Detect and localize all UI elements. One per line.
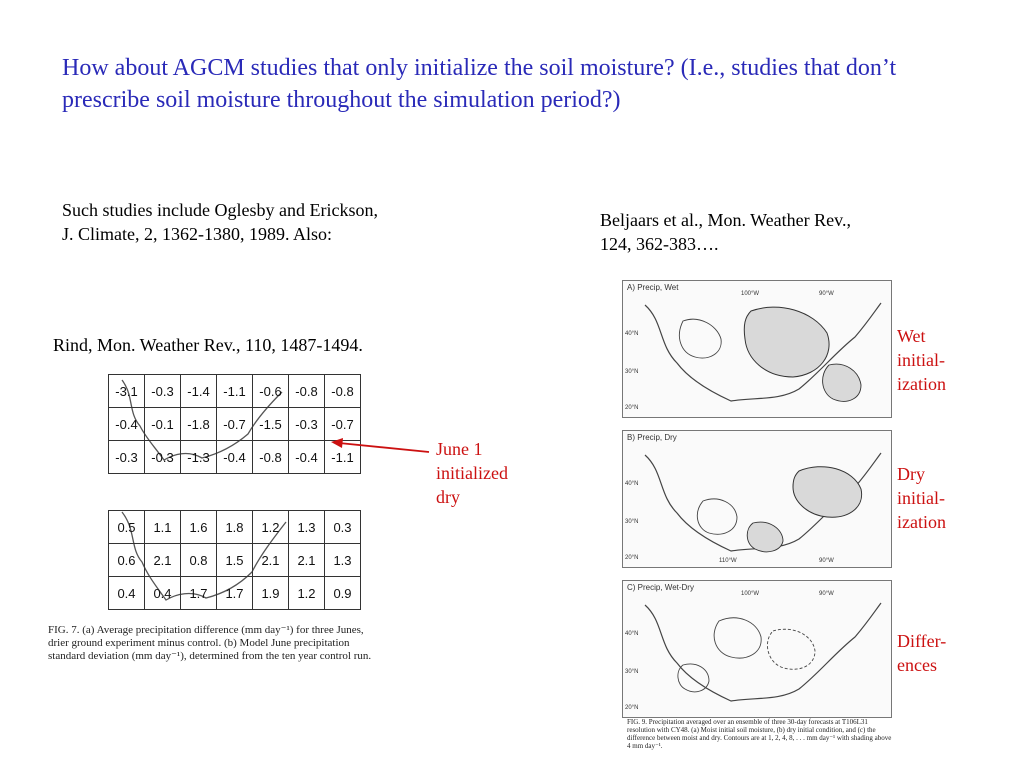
differences-label [897, 629, 946, 677]
oglesby-reference [62, 198, 378, 246]
grid-cell: 0.9 [325, 577, 361, 610]
map-panel-wet [622, 280, 892, 418]
grid-cell: 1.3 [325, 544, 361, 577]
june-annotation [436, 437, 508, 509]
grid-cell: -1.4 [181, 375, 217, 408]
red-arrow [325, 432, 435, 460]
tick-left-20n-dry: 20°N [625, 555, 639, 561]
june-line-3: dry [436, 487, 460, 507]
wet-label-line-2: initial- [897, 350, 945, 370]
grid-cell: 0.3 [325, 511, 361, 544]
grid-cell: 0.5 [109, 511, 145, 544]
grid-cell: -1.8 [181, 408, 217, 441]
dry-precip-map [623, 431, 891, 567]
panel-label-diff: C) Precip, Wet-Dry [627, 583, 694, 592]
grid-cell: 2.1 [145, 544, 181, 577]
panel-label-wet: A) Precip, Wet [627, 283, 679, 292]
tick-top-100w-diff: 100°W [741, 591, 760, 597]
grid-cell: 1.5 [217, 544, 253, 577]
grid-cell: 2.1 [289, 544, 325, 577]
rind-reference: Rind, Mon. Weather Rev., 110, 1487-1494. [53, 335, 363, 355]
grid-cell: 2.1 [253, 544, 289, 577]
wet-shaded-area [744, 307, 829, 377]
diff-contour-1 [714, 618, 761, 658]
arrow-shaft [339, 443, 429, 452]
grid-cell: -0.4 [109, 408, 145, 441]
wet-contour-1 [679, 319, 721, 358]
oglesby-line-2: J. Climate, 2, 1362-1380, 1989. Also: [62, 224, 332, 244]
grid-cell: -3.1 [109, 375, 145, 408]
beljaars-line-2: 124, 362-383…. [600, 234, 719, 254]
grid-cell: 1.7 [217, 577, 253, 610]
tick-top-90w-diff: 90°W [819, 591, 834, 597]
diff-label-line-2: ences [897, 655, 937, 675]
dry-contour-2 [747, 522, 783, 552]
grid-cell: -0.4 [217, 441, 253, 474]
grid-cell: -1.5 [253, 408, 289, 441]
grid-row [109, 544, 361, 577]
grid-cell: 1.3 [289, 511, 325, 544]
diff-label-line-1: Differ- [897, 631, 947, 651]
beljaars-reference [600, 208, 851, 256]
grid-cell: 1.8 [217, 511, 253, 544]
grid-cell: -0.8 [253, 441, 289, 474]
tick-left-30n-diff: 30°N [625, 669, 639, 675]
tick-left-20n-diff: 20°N [625, 705, 639, 711]
grid-cell: 0.6 [109, 544, 145, 577]
tick-left-40n-dry: 40°N [625, 481, 639, 487]
june-line-2: initialized [436, 463, 508, 483]
grid-cell: -0.3 [109, 441, 145, 474]
dry-shaded-area [793, 467, 862, 518]
panel-label-dry: B) Precip, Dry [627, 433, 677, 442]
grid-cell: 0.4 [109, 577, 145, 610]
wet-initialization-label [897, 324, 946, 396]
grid-cell: 1.1 [145, 511, 181, 544]
rind-figure-caption: FIG. 7. (a) Average precipitation difference (mm day⁻¹) for three Junes, drier ground experiment minus control. (b) Model June precipitation standard deviation (mm day⁻¹), determined from the ten year control run. [48, 624, 372, 662]
dry-label-line-2: initial- [897, 488, 945, 508]
grid-cell: -0.1 [145, 408, 181, 441]
grid-cell: -0.3 [145, 375, 181, 408]
tick-left-30n: 30°N [625, 369, 639, 375]
wet-label-line-3: ization [897, 374, 946, 394]
grid-cell: -0.3 [145, 441, 181, 474]
wet-label-line-1: Wet [897, 326, 926, 346]
grid-cell: -0.3 [289, 408, 325, 441]
tick-bottom-110w: 110°W [719, 558, 737, 564]
tick-left-20n: 20°N [625, 405, 639, 411]
tick-top-90w: 90°W [819, 291, 834, 297]
arrow-head [331, 438, 343, 448]
dry-label-line-3: ization [897, 512, 946, 532]
map-panel-dry [622, 430, 892, 568]
dry-initialization-label [897, 462, 946, 534]
june-line-1: June 1 [436, 439, 483, 459]
tick-left-30n-dry: 30°N [625, 519, 639, 525]
grid-cell: 1.7 [181, 577, 217, 610]
grid-cell: 0.4 [145, 577, 181, 610]
map-panel-diff [622, 580, 892, 718]
grid-cell: 1.2 [289, 577, 325, 610]
grid-cell: 1.6 [181, 511, 217, 544]
grid-cell: -0.4 [289, 441, 325, 474]
dry-contour-1 [697, 499, 737, 534]
diff-contour-3 [678, 664, 709, 692]
diff-precip-map [623, 581, 891, 717]
grid-cell: -0.8 [325, 375, 361, 408]
tick-left-40n: 40°N [625, 331, 639, 337]
rind-grid-b [108, 510, 361, 610]
grid-row [109, 408, 361, 441]
slide-title: How about AGCM studies that only initialize the soil moisture? (I.e., studies that don’t prescribe soil moisture throughout the simulation period?) [62, 55, 897, 113]
grid-cell: -0.6 [253, 375, 289, 408]
wet-contour-2 [823, 364, 861, 401]
grid-cell: 1.2 [253, 511, 289, 544]
grid-cell: 0.8 [181, 544, 217, 577]
oglesby-line-1: Such studies include Oglesby and Erickson, [62, 200, 378, 220]
wet-precip-map [623, 281, 891, 417]
grid-cell: 1.9 [253, 577, 289, 610]
grid-cell: -0.8 [289, 375, 325, 408]
tick-top-100w: 100°W [741, 291, 760, 297]
beljaars-line-1: Beljaars et al., Mon. Weather Rev., [600, 210, 851, 230]
grid-row [109, 375, 361, 408]
grid-row [109, 577, 361, 610]
grid-cell: -0.7 [325, 408, 361, 441]
beljaars-figure-caption: FIG. 9. Precipitation averaged over an ensemble of three 30-day forecasts at T106L31 resolution with CY48. (a) Moist initial soil moisture, (b) dry initial condition, and (c) the difference between moist and dry. Contours are at 1, 2, 4, 8, . . . mm day⁻¹ with shading above 4 mm day⁻¹. [627, 718, 892, 750]
tick-bottom-90w: 90°W [819, 558, 834, 564]
dry-label-line-1: Dry [897, 464, 925, 484]
grid-row [109, 511, 361, 544]
grid-cell: -0.7 [217, 408, 253, 441]
grid-cell: -1.1 [325, 441, 361, 474]
rind-grid-a [108, 374, 361, 474]
diff-coastline [645, 603, 881, 701]
grid-cell: -1.3 [181, 441, 217, 474]
grid-row [109, 441, 361, 474]
diff-contour-2 [767, 629, 815, 669]
grid-cell: -1.1 [217, 375, 253, 408]
tick-left-40n-diff: 40°N [625, 631, 639, 637]
